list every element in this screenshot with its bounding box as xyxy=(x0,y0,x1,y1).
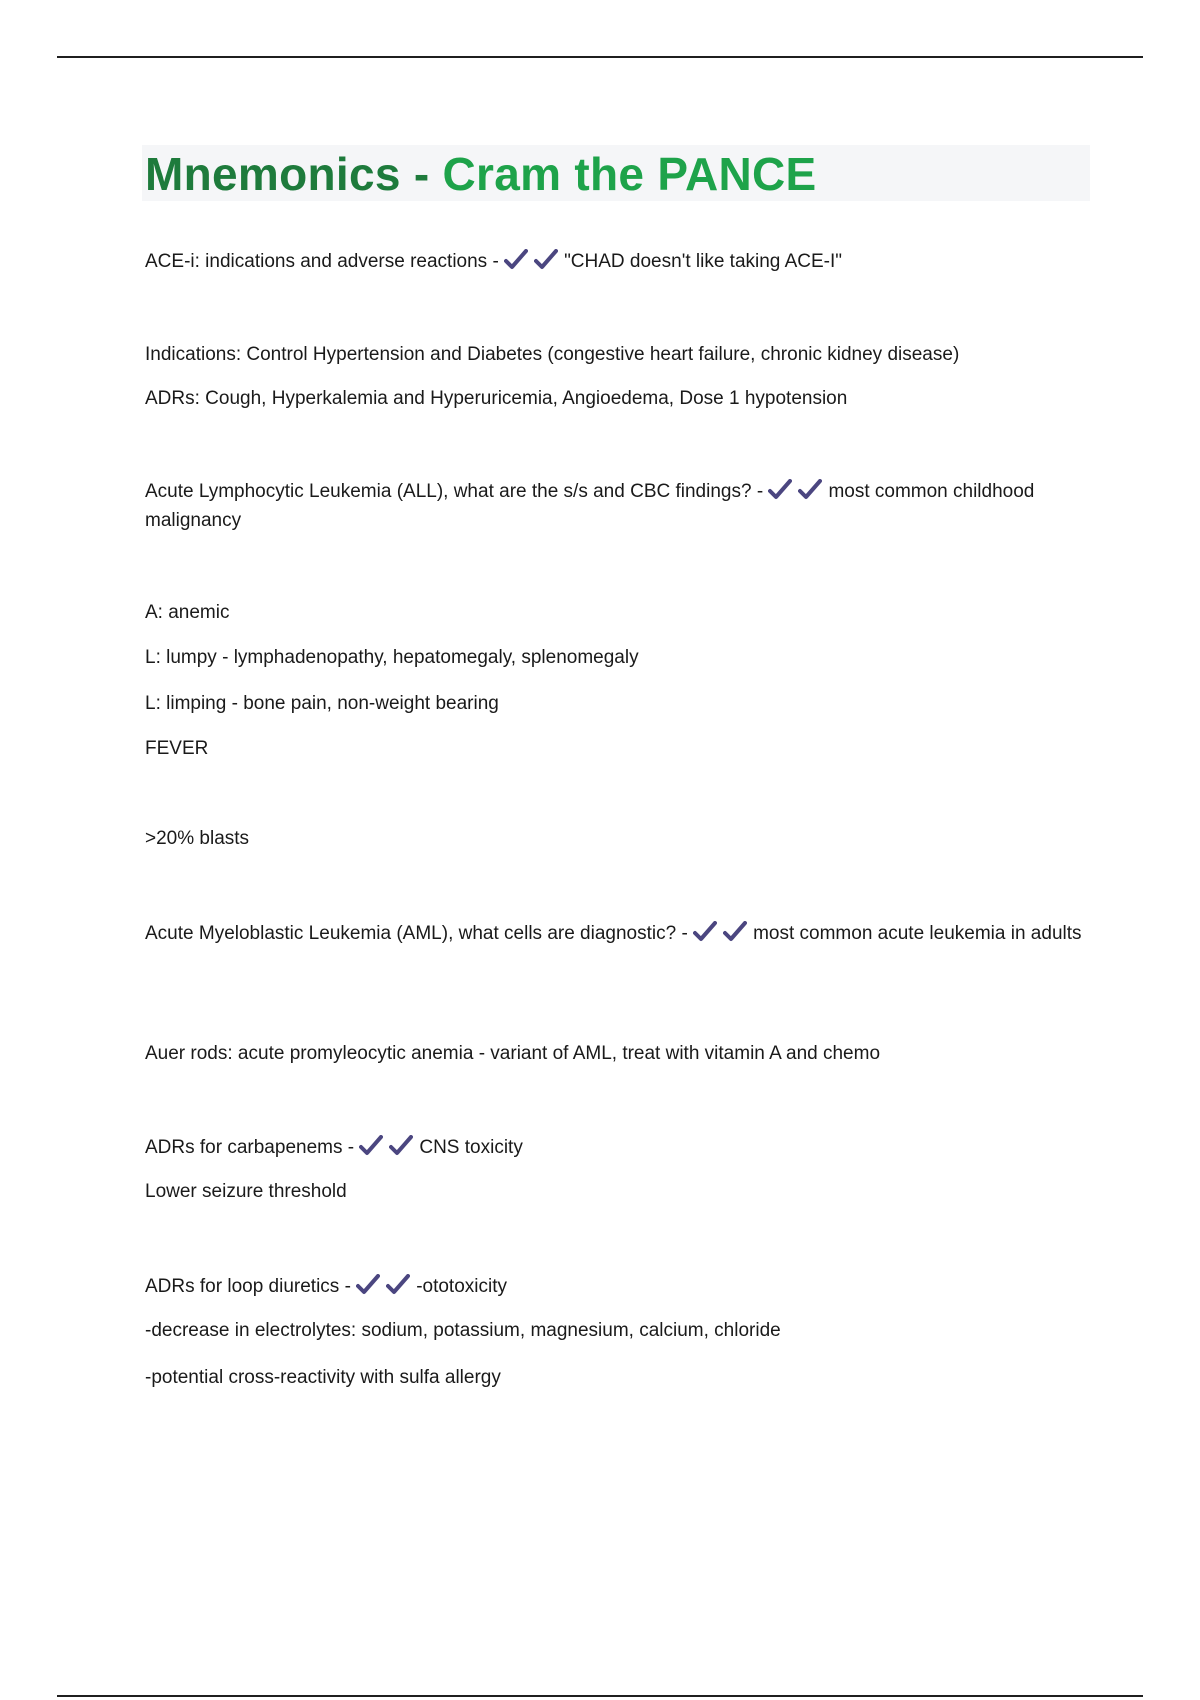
card-answer: "CHAD doesn't like taking ACE-I" xyxy=(564,251,843,272)
card-question-line xyxy=(145,919,1095,948)
check-icon xyxy=(693,921,717,943)
card-answer: -ototoxicity xyxy=(416,1276,507,1297)
card-detail: FEVER xyxy=(145,738,209,759)
card-question: Acute Lymphocytic Leukemia (ALL), what are the s/s and CBC findings? - xyxy=(145,481,769,502)
header-rule xyxy=(57,56,1143,58)
card-question: Acute Myeloblastic Leukemia (AML), what cells are diagnostic? - xyxy=(145,923,694,944)
check-icon xyxy=(389,1135,413,1157)
check-icon xyxy=(356,1274,380,1296)
footer-rule xyxy=(57,1695,1143,1697)
title-part-2: Cram the PANCE xyxy=(442,148,817,200)
card-detail: -decrease in electrolytes: sodium, potassium, magnesium, calcium, chloride xyxy=(145,1320,781,1341)
answer-marker xyxy=(356,1276,416,1297)
check-icon xyxy=(768,479,792,501)
card-answer: CNS toxicity xyxy=(419,1137,523,1158)
check-icon xyxy=(359,1135,383,1157)
card-detail: -potential cross-reactivity with sulfa allergy xyxy=(145,1367,501,1388)
card-question-line xyxy=(145,1272,1095,1301)
check-icon xyxy=(534,249,558,271)
card-answer: most common childhood malignancy xyxy=(145,481,1035,531)
card-answer: most common acute leukemia in adults xyxy=(753,923,1082,944)
check-icon xyxy=(798,479,822,501)
card-detail: >20% blasts xyxy=(145,828,250,849)
card-question-line xyxy=(145,477,1095,535)
card-detail: Indications: Control Hypertension and Diabetes (congestive heart failure, chronic kidney disease) xyxy=(145,344,960,365)
card-detail: ADRs: Cough, Hyperkalemia and Hyperuricemia, Angioedema, Dose 1 hypotension xyxy=(145,388,848,409)
card-question: ADRs for carbapenems - xyxy=(145,1137,360,1158)
card-question: ACE-i: indications and adverse reactions - xyxy=(145,251,505,272)
check-icon xyxy=(504,249,528,271)
card-detail: Auer rods: acute promyleocytic anemia - variant of AML, treat with vitamin A and chemo xyxy=(145,1043,881,1064)
answer-marker xyxy=(693,923,753,944)
card-detail: A: anemic xyxy=(145,602,230,623)
answer-marker xyxy=(768,481,828,502)
answer-marker xyxy=(359,1137,419,1158)
card-detail: Lower seizure threshold xyxy=(145,1181,347,1202)
card-detail: L: lumpy - lymphadenopathy, hepatomegaly, splenomegaly xyxy=(145,647,639,668)
answer-marker xyxy=(504,251,564,272)
check-icon xyxy=(386,1274,410,1296)
card-question-line xyxy=(145,247,1095,276)
card-detail: L: limping - bone pain, non-weight bearing xyxy=(145,693,499,714)
title-part-1: Mnemonics - xyxy=(145,148,443,200)
check-icon xyxy=(723,921,747,943)
page-title xyxy=(145,146,817,202)
card-question-line xyxy=(145,1133,1095,1162)
card-question: ADRs for loop diuretics - xyxy=(145,1276,357,1297)
